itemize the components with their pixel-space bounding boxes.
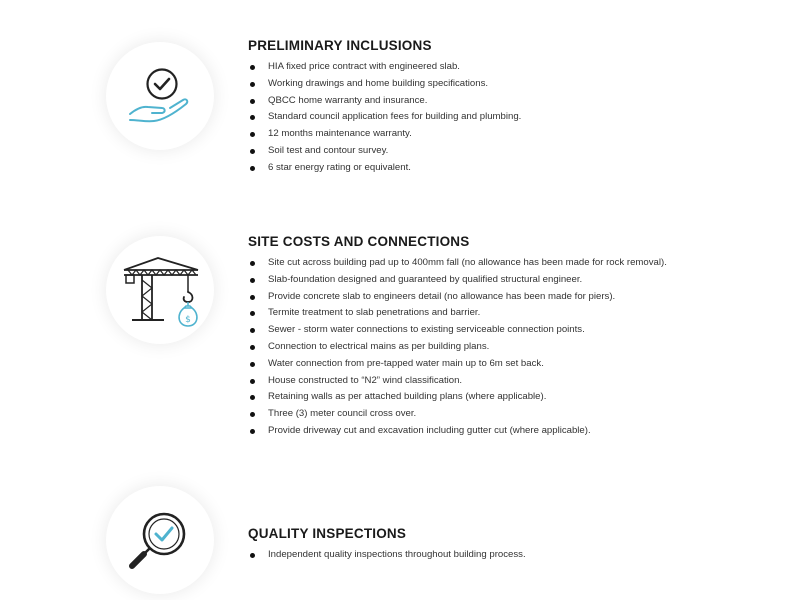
crane-icon bbox=[118, 252, 202, 328]
site-costs-list bbox=[248, 255, 778, 440]
list-item: Slab-foundation designed and guaranteed by qualified structural engineer. bbox=[248, 272, 778, 289]
list-item: Standard council application fees for building and plumbing. bbox=[248, 109, 778, 126]
inspections-list bbox=[248, 547, 778, 564]
hand-check-icon-circle bbox=[106, 42, 214, 150]
hand-check-icon bbox=[124, 60, 196, 132]
list-item: Retaining walls as per attached building plans (where applicable). bbox=[248, 389, 778, 406]
section-title: SITE COSTS AND CONNECTIONS bbox=[248, 234, 470, 249]
list-item: Provide driveway cut and excavation including gutter cut (where applicable). bbox=[248, 423, 778, 440]
list-item: Soil test and contour survey. bbox=[248, 143, 778, 160]
inclusions-list bbox=[248, 59, 778, 177]
section-title: PRELIMINARY INCLUSIONS bbox=[248, 38, 432, 53]
list-item: 12 months maintenance warranty. bbox=[248, 126, 778, 143]
list-item: Site cut across building pad up to 400mm fall (no allowance has been made for rock removal). bbox=[248, 255, 778, 272]
list-item: Water connection from pre-tapped water main up to 6m set back. bbox=[248, 356, 778, 373]
list-item: Connection to electrical mains as per building plans. bbox=[248, 339, 778, 356]
magnifier-check-icon-circle bbox=[106, 486, 214, 594]
svg-text:$: $ bbox=[185, 315, 191, 325]
list-item: House constructed to “N2” wind classification. bbox=[248, 373, 778, 390]
crane-icon-circle bbox=[106, 236, 214, 344]
list-item: QBCC home warranty and insurance. bbox=[248, 93, 778, 110]
section-site-costs bbox=[248, 234, 778, 440]
section-title: QUALITY INSPECTIONS bbox=[248, 526, 407, 541]
list-item: Termite treatment to slab penetrations and barrier. bbox=[248, 305, 778, 322]
magnifier-check-icon bbox=[122, 502, 198, 578]
section-preliminary-inclusions bbox=[248, 38, 778, 177]
list-item: Provide concrete slab to engineers detail (no allowance has been made for piers). bbox=[248, 289, 778, 306]
list-item: HIA fixed price contract with engineered slab. bbox=[248, 59, 778, 76]
list-item: Sewer - storm water connections to existing serviceable connection points. bbox=[248, 322, 778, 339]
list-item: Working drawings and home building specifications. bbox=[248, 76, 778, 93]
list-item: Three (3) meter council cross over. bbox=[248, 406, 778, 423]
section-quality-inspections bbox=[248, 526, 778, 564]
list-item: 6 star energy rating or equivalent. bbox=[248, 160, 778, 177]
list-item: Independent quality inspections throughout building process. bbox=[248, 547, 778, 564]
